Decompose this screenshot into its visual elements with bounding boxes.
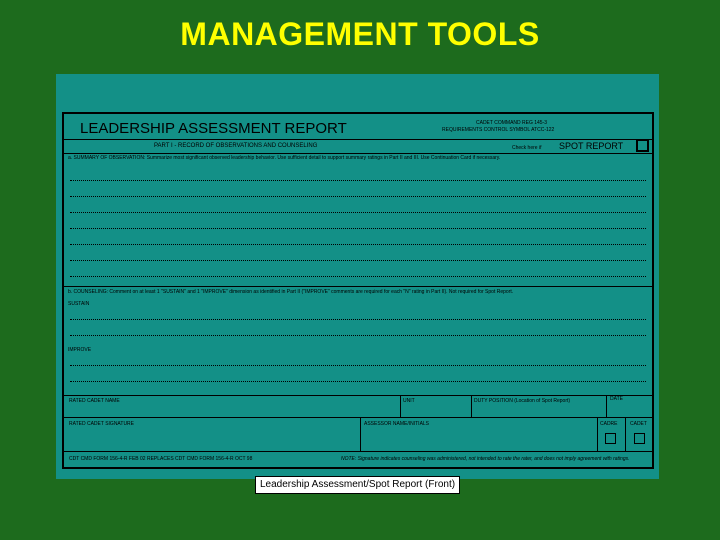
rated-cadet-name-label: RATED CADET NAME bbox=[69, 398, 120, 404]
spot-report-label: SPOT REPORT bbox=[559, 141, 624, 151]
form-title: LEADERSHIP ASSESSMENT REPORT bbox=[80, 120, 347, 137]
cadet-label: CADET bbox=[630, 421, 647, 427]
summary-line[interactable] bbox=[70, 228, 646, 229]
duty-position-label: DUTY POSITION (Location of Spot Report) bbox=[474, 398, 571, 404]
unit-label: UNIT bbox=[403, 398, 415, 404]
summary-line[interactable] bbox=[70, 180, 646, 181]
divider bbox=[606, 395, 607, 417]
divider bbox=[64, 451, 652, 452]
sustain-line[interactable] bbox=[70, 335, 646, 336]
spot-report-checkbox[interactable] bbox=[636, 139, 649, 152]
sustain-line[interactable] bbox=[70, 319, 646, 320]
signature-note: NOTE: Signature indicates counseling was administered, not intended to rate the rater, and does not imply agreement with ratings. bbox=[341, 456, 630, 462]
summary-line[interactable] bbox=[70, 244, 646, 245]
form-number-label: CDT CMD FORM 156-4-R FEB 02 REPLACES CDT CMD FORM 156-4-R OCT 98 bbox=[69, 456, 253, 462]
divider bbox=[64, 286, 652, 287]
divider bbox=[471, 395, 472, 417]
divider bbox=[597, 417, 598, 451]
assessor-name-label: ASSESSOR NAME/INITIALS bbox=[364, 421, 430, 427]
leadership-assessment-form bbox=[62, 112, 654, 469]
divider bbox=[400, 395, 401, 417]
summary-line[interactable] bbox=[70, 260, 646, 261]
improve-line[interactable] bbox=[70, 381, 646, 382]
improve-line[interactable] bbox=[70, 365, 646, 366]
part-one-heading: PART I - RECORD OF OBSERVATIONS AND COUNSELING bbox=[154, 143, 318, 149]
summary-line[interactable] bbox=[70, 212, 646, 213]
cadre-label: CADRE bbox=[600, 421, 618, 427]
sustain-label: SUSTAIN bbox=[68, 301, 90, 307]
cadre-checkbox[interactable] bbox=[605, 433, 616, 444]
counseling-section-label: b. COUNSELING: Comment on at least 1 "SUSTAIN" and 1 "IMPROVE" dimension as identified in Part II ("IMPROVE" comments are required for each "N" rating in Part II). Not required for Spot Report. bbox=[68, 289, 514, 295]
command-reg-label: CADET COMMAND REG 145-3 bbox=[476, 120, 548, 126]
check-here-label: Check here if bbox=[512, 145, 542, 151]
slide-caption: Leadership Assessment/Spot Report (Front) bbox=[255, 476, 460, 494]
divider bbox=[64, 417, 652, 418]
divider bbox=[360, 417, 361, 451]
summary-line[interactable] bbox=[70, 196, 646, 197]
date-label: DATE bbox=[610, 396, 623, 402]
divider bbox=[64, 153, 652, 154]
slide-title: MANAGEMENT TOOLS bbox=[180, 16, 540, 52]
requirements-control-label: REQUIREMENTS CONTROL SYMBOL ATCC-122 bbox=[442, 127, 555, 133]
divider bbox=[64, 395, 652, 396]
cadet-checkbox[interactable] bbox=[634, 433, 645, 444]
summary-section-label: a. SUMMARY OF OBSERVATION: Summarize most significant observed leadership behavior. Use sufficient detail to support summary ratings in Part II and III. Use Continuation Card if necessary. bbox=[68, 155, 501, 161]
divider bbox=[64, 139, 652, 140]
rated-cadet-signature-label: RATED CADET SIGNATURE bbox=[69, 421, 135, 427]
improve-label: IMPROVE bbox=[68, 347, 92, 353]
divider bbox=[625, 417, 626, 451]
summary-line[interactable] bbox=[70, 276, 646, 277]
